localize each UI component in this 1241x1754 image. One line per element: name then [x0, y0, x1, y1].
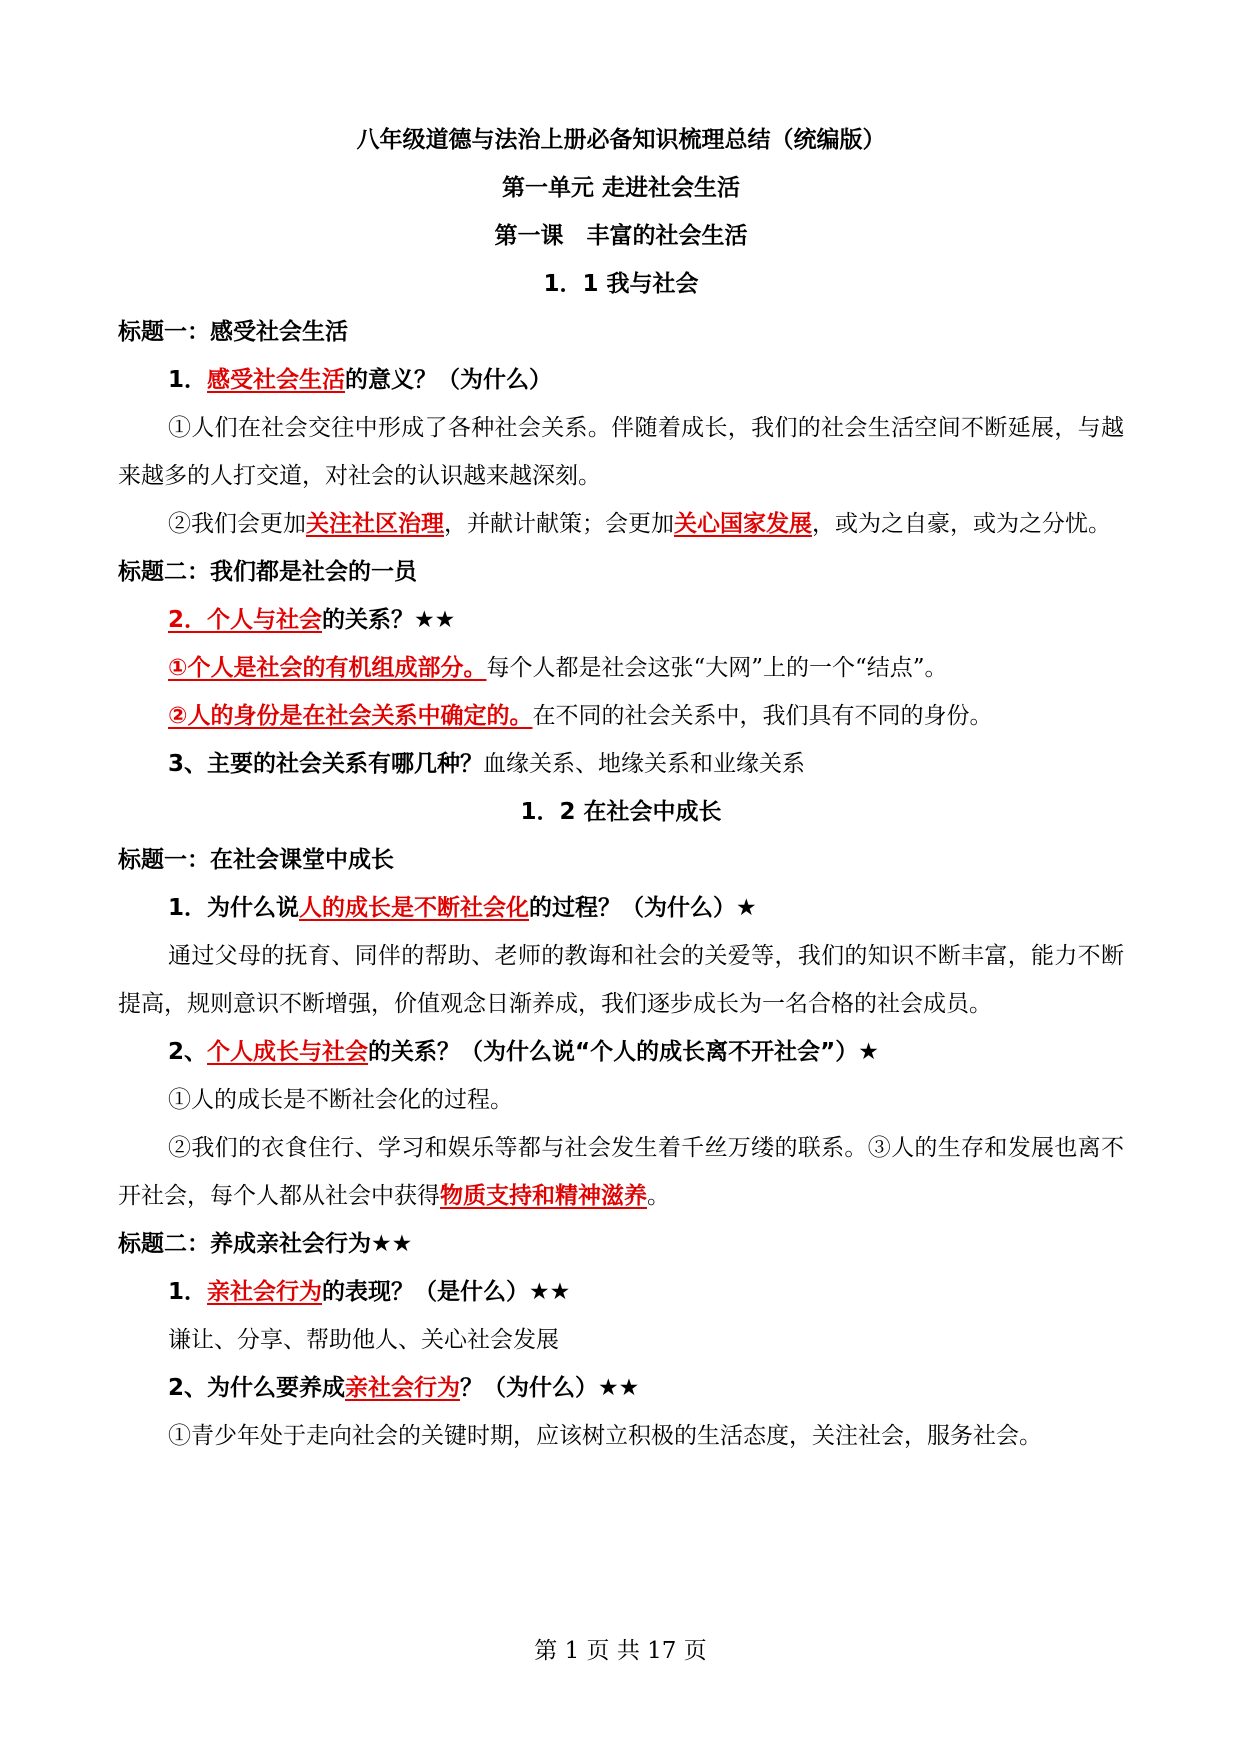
answer-paragraph	[118, 1124, 1124, 1220]
answer-paragraph: ①青少年处于走向社会的关键时期，应该树立积极的生活态度，关注社会，服务社会。	[168, 1423, 1042, 1449]
answer-paragraph: ①人的成长是不断社会化的过程。	[168, 1087, 513, 1113]
topic-heading: 标题一：感受社会生活	[118, 319, 348, 345]
question-text: 2、为什么要养成	[168, 1375, 346, 1401]
document-title: 八年级道德与法治上册必备知识梳理总结（统编版）	[356, 127, 886, 153]
document-body	[118, 116, 1124, 1460]
question	[118, 1028, 1124, 1076]
answer-paragraph: ①人们在社会交往中形成了各种社会关系。伴随着成长，我们的社会生活空间不断延展，与越来越多的人打交道，对社会的认识越来越深刻。	[118, 415, 1124, 489]
key-term: 2．个人与社会	[168, 607, 323, 633]
key-term: 个人成长与社会	[207, 1039, 369, 1065]
answer-text: 。	[647, 1183, 670, 1209]
answer-paragraph: 通过父母的抚育、同伴的帮助、老师的教诲和社会的关爱等，我们的知识不断丰富，能力不断提高，规则意识不断增强，价值观念日渐养成，我们逐步成长为一名合格的社会成员。	[118, 943, 1124, 1017]
question	[118, 356, 1124, 404]
question	[118, 884, 1124, 932]
page-footer: 第 1 页 共 17 页	[534, 1638, 707, 1664]
question-text: 的表现？（是什么）★★	[322, 1279, 571, 1305]
question-text: 的关系？（为什么说“个人的成长离不开社会”）★	[368, 1039, 879, 1065]
topic-heading: 标题一：在社会课堂中成长	[118, 847, 394, 873]
answer-text: ②我们会更加	[168, 511, 306, 537]
question-text: ？（为什么）★★	[460, 1375, 640, 1401]
unit-heading: 第一单元 走进社会生活	[501, 175, 740, 201]
topic-heading: 标题二：我们都是社会的一员	[118, 559, 417, 585]
section-heading-1-1: 1．1 我与社会	[543, 271, 699, 297]
key-term: 感受社会生活	[207, 367, 346, 393]
question	[118, 596, 1124, 644]
answer-paragraph	[118, 644, 1124, 692]
answer-text: 每个人都是社会这张“大网”上的一个“结点”。	[486, 655, 948, 681]
question-text: 的意义？（为什么）	[345, 367, 553, 393]
question-text: 1．	[168, 1279, 208, 1305]
answer-paragraph	[118, 692, 1124, 740]
question-number: 1．	[168, 367, 208, 393]
key-term: 亲社会行为	[345, 1375, 461, 1401]
question-text: 3、主要的社会关系有哪几种？	[168, 751, 484, 777]
answer-text: ，并献计献策；会更加	[444, 511, 674, 537]
question-text: 2、	[168, 1039, 208, 1065]
topic-heading: 标题二：养成亲社会行为★★	[118, 1231, 413, 1257]
key-term: ②人的身份是在社会关系中确定的。	[168, 703, 533, 729]
key-term: 关心国家发展	[674, 511, 812, 537]
question	[118, 1364, 1124, 1412]
section-heading-1-2: 1．2 在社会中成长	[520, 799, 722, 825]
question-text: 的过程？（为什么）★	[529, 895, 757, 921]
question-text: 的关系？★★	[322, 607, 456, 633]
answer-paragraph	[118, 500, 1124, 548]
key-term: 关注社区治理	[306, 511, 444, 537]
answer-text: ②我们的衣食住行、学习和娱乐等都与社会发生着千丝万缕的联系。③人的生存和发展也离不开社会，每个人都从社会中获得	[118, 1135, 1124, 1209]
question-text: 1．为什么说	[168, 895, 300, 921]
lesson-heading: 第一课 丰富的社会生活	[494, 223, 748, 249]
answer-text: 血缘关系、地缘关系和业缘关系	[483, 751, 806, 777]
key-term: 亲社会行为	[207, 1279, 323, 1305]
answer-paragraph: 谦让、分享、帮助他人、关心社会发展	[168, 1327, 559, 1353]
question	[118, 1268, 1124, 1316]
key-term: 物质支持和精神滋养	[440, 1183, 647, 1209]
key-term: 人的成长是不断社会化	[299, 895, 530, 921]
answer-paragraph	[118, 740, 1124, 788]
answer-text: ，或为之自豪，或为之分忧。	[812, 511, 1111, 537]
key-term: ①个人是社会的有机组成部分。	[168, 655, 487, 681]
answer-text: 在不同的社会关系中，我们具有不同的身份。	[532, 703, 993, 729]
